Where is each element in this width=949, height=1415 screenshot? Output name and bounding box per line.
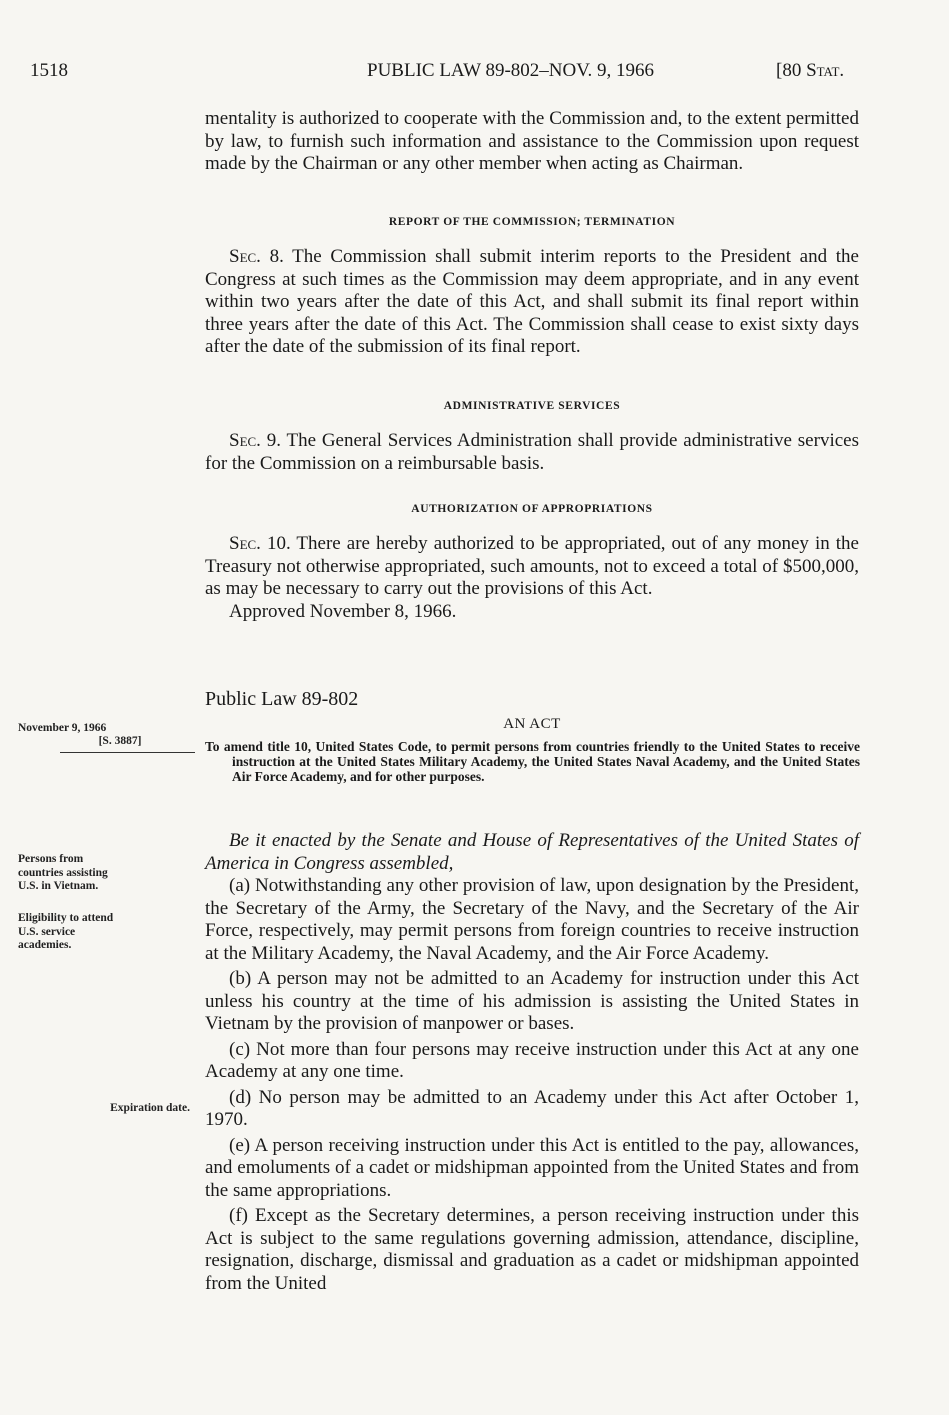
enacting-clause: Be it enacted by the Senate and House of Representatives of the United States of America in Congress assembled, bbox=[205, 830, 859, 874]
margin-bill-number: [S. 3887] bbox=[98, 735, 142, 747]
section-9 bbox=[205, 430, 859, 475]
running-title: PUBLIC LAW 89-802–NOV. 9, 1966 bbox=[367, 60, 655, 81]
section-label: Sec. 8. bbox=[229, 246, 284, 267]
section-text: The General Services Administration shall provide administrative services for the Commission on a reimbursable basis. bbox=[205, 430, 859, 474]
section-text: The Commission shall submit interim reports to the President and the Congress at such times as the Commission may deem appropriate, and in any event within two years after the date of this Act, and shall submit its final report within three years after the date of this Act. The Commission shall cease to exist sixty days after the date of the submission of its final report. bbox=[205, 246, 859, 357]
section-heading: REPORT OF THE COMMISSION; TERMINATION bbox=[388, 216, 676, 228]
margin-note-eligibility: Eligibility to attend U.S. service academies. bbox=[18, 912, 114, 951]
act-body bbox=[205, 830, 859, 1295]
subsection-e: (e) A person receiving instruction under this Act is entitled to the pay, allowances, and emoluments of a cadet or midshipman appointed from the United States and from the same appropriations. bbox=[205, 1134, 859, 1201]
section-heading: AUTHORIZATION OF APPROPRIATIONS bbox=[411, 503, 653, 515]
continuation-paragraph bbox=[205, 108, 859, 176]
section-text: There are hereby authorized to be appropriated, out of any money in the Treasury not otherwise appropriated, such amounts, not to exceed a total of $500,000, as may be necessary to carry out the provisions of this Act. bbox=[205, 533, 859, 599]
section-9-heading-block bbox=[205, 400, 859, 412]
margin-rule bbox=[60, 752, 195, 753]
margin-note-persons: Persons from countries assisting U.S. in Vietnam. bbox=[18, 853, 108, 892]
section-10-heading-block bbox=[205, 503, 859, 515]
continuation-text: mentality is authorized to cooperate with the Commission and, to the extent permitted by law, to furnish such information and assistance to the Commission upon request made by the Chairman or any other member when acting as Chairman. bbox=[205, 108, 859, 174]
section-8 bbox=[205, 246, 859, 359]
margin-date: November 9, 1966 bbox=[18, 722, 107, 734]
subsection-f: (f) Except as the Secretary determines, a person receiving instruction under this Act is subject to the same regulations governing admission, attendance, discipline, resignation, discharge, dismissal and graduation as a cadet or midshipman appointed from the United bbox=[205, 1205, 859, 1294]
an-act-heading: AN ACT bbox=[503, 716, 561, 732]
act-purpose: To amend title 10, United States Code, to permit persons from countries friendly to the United States to receive instruction at the United States Military Academy, the United States Naval Academy, and the United States Air Force Academy, and for other purposes. bbox=[205, 739, 860, 784]
section-label: Sec. 10. bbox=[229, 533, 291, 554]
section-8-heading-block bbox=[205, 216, 859, 228]
section-10 bbox=[205, 533, 859, 623]
subsection-a: (a) Notwithstanding any other provision of law, upon designation by the President, the Secretary of the Army, the Secretary of the Navy, and the Secretary of the Air Force, respectively, may permit persons from foreign countries to receive instruction at the Military Academy, the Naval Academy, and the Air Force Academy. bbox=[205, 875, 859, 964]
subsection-d: (d) No person may be admitted to an Academy under this Act after October 1, 1970. bbox=[205, 1086, 859, 1130]
section-label: Sec. 9. bbox=[229, 430, 281, 451]
public-law-title: Public Law 89-802 bbox=[205, 688, 359, 710]
approved-line: Approved November 8, 1966. bbox=[229, 600, 457, 622]
section-heading: ADMINISTRATIVE SERVICES bbox=[443, 400, 621, 412]
margin-note-expiration: Expiration date. bbox=[110, 1102, 190, 1114]
statute-reference: [80 Stat. bbox=[776, 60, 845, 81]
subsection-c: (c) Not more than four persons may receive instruction under this Act at any one Academy at any one time. bbox=[205, 1038, 859, 1082]
page-number: 1518 bbox=[30, 60, 68, 81]
subsection-b: (b) A person may not be admitted to an Academy for instruction under this Act unless his country at the time of his admission is assisting the United States in Vietnam by the provision of manpower or bases. bbox=[205, 968, 859, 1034]
